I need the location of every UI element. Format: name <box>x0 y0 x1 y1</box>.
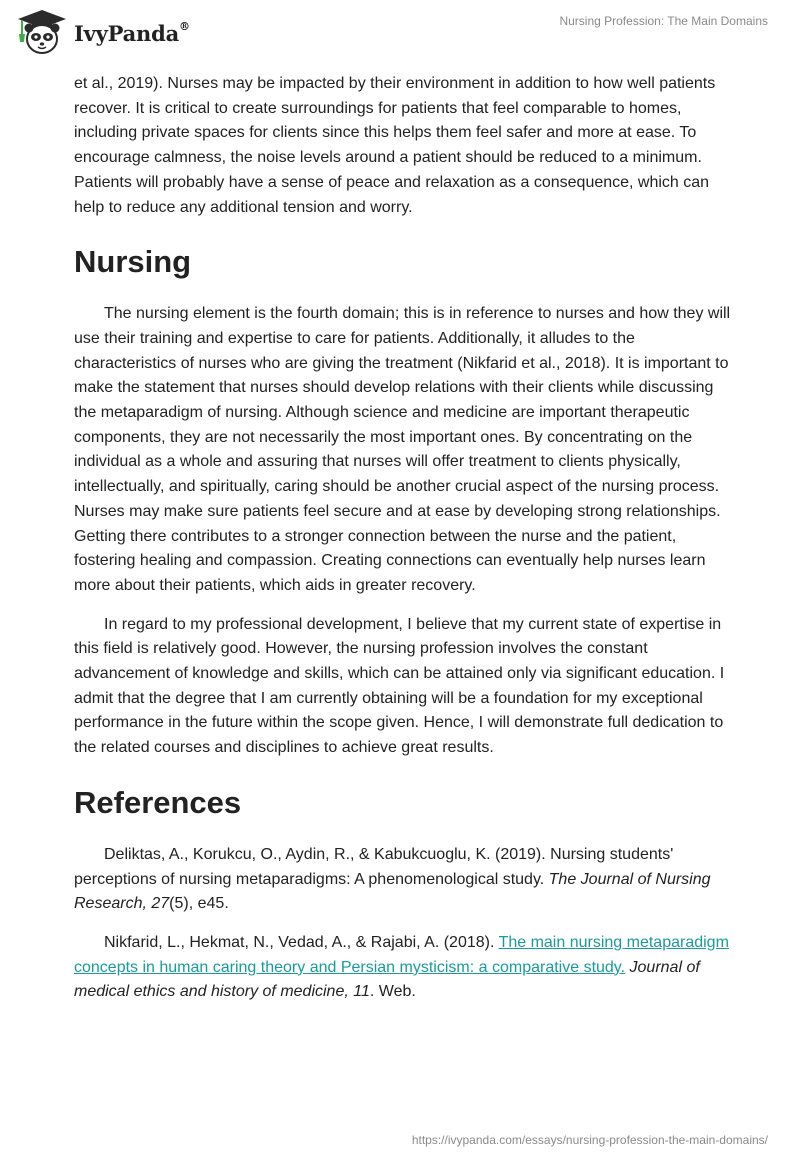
logo-wordmark: IvyPanda® <box>74 19 190 46</box>
intro-paragraph: et al., 2019). Nurses may be impacted by their environment in addition to how well patients recover. It is critical to create surroundings for patients that feel comparable to homes, including private spaces for clients since this helps them feel safer and more at ease. To encourage calmness, the noise levels around a patient should be reduced to a minimum. Patients will probably have a sense of peace and relaxation as a consequence, which can help to reduce any additional tension and worry. <box>74 75 716 216</box>
ivypanda-logo[interactable] <box>14 8 190 58</box>
section-heading-nursing: Nursing <box>74 244 192 280</box>
reference-entry-1 <box>74 843 734 917</box>
panda-graduate-icon <box>14 8 70 58</box>
reference-2-authors: Nikfarid, L., Hekmat, N., Vedad, A., & Rajabi, A. (2018). <box>104 933 499 951</box>
page-header <box>0 0 800 70</box>
reference-1-journal: The Journal of Nursing Research, 27 <box>74 870 711 913</box>
reference-1-issue: (5), e45. <box>169 895 229 913</box>
essay-content <box>74 72 734 1005</box>
document-title: Nursing Profession: The Main Domains <box>559 14 768 28</box>
reference-1-authors: Deliktas, A., Korukcu, O., Aydin, R., & Kabukcuoglu, K. (2019). Nursing students' perceptions of nursing metaparadigms: A phenomenological study. <box>74 845 674 888</box>
nursing-paragraph-1: The nursing element is the fourth domain; this is in reference to nurses and how they will use their training and expertise to care for patients. Additionally, it alludes to the characteristics of nurses who are giving the treatment (Nikfarid et al., 2018). It is important to make the statement that nurses should develop relations with their clients while discussing the metaparadigm of nursing. Although science and medicine are important therapeutic components, they are not necessarily the most important ones. By concentrating on the individual as a whole and assuring that nurses will offer treatment to clients physically, intellectually, and spiritually, caring should be another crucial aspect of the nursing process. Nurses may make sure patients feel secure and at ease by developing strong relationships. Getting there contributes to a stronger connection between the nurse and the patient, fostering healing and compassion. Creating connections can eventually help nurses learn more about their patients, which aids in greater recovery. <box>74 305 731 594</box>
reference-2-journal: Journal of medical ethics and history of medicine, 11 <box>74 958 700 1001</box>
page-url: https://ivypanda.com/essays/nursing-profession-the-main-domains/ <box>411 1133 768 1147</box>
reference-2-link[interactable]: The main nursing metaparadigm concepts in human caring theory and Persian mysticism: a comparative study. <box>74 933 729 976</box>
nursing-paragraph-2: In regard to my professional development, I believe that my current state of expertise in this field is relatively good. However, the nursing profession involves the constant advancement of knowledge and skills, which can be attained only via significant education. I admit that the degree that I am currently obtaining will be a foundation for my exceptional performance in the future within the scope given. Hence, I will demonstrate full dedication to the related courses and disciplines to achieve great results. <box>74 615 725 757</box>
reference-entry-2 <box>74 931 734 1005</box>
section-heading-references: References <box>74 784 242 820</box>
reference-2-suffix: . Web. <box>369 983 416 1001</box>
